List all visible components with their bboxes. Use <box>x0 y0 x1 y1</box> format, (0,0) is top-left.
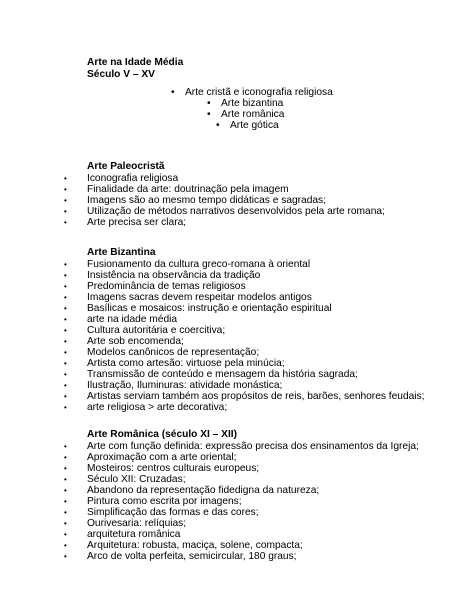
list-item: • Imagens são ao mesmo tempo didáticas e sagradas; <box>64 195 326 206</box>
bullet-icon: • <box>64 552 67 561</box>
list-item: • Aproximação com a arte oriental; <box>64 452 237 463</box>
bullet-icon: • <box>64 196 67 205</box>
list-item: • Abandono da representação fidedigna da natureza; <box>64 485 320 496</box>
list-item: • Predominância de temas religiosos <box>64 281 246 292</box>
list-item: • arte religiosa > arte decorativa; <box>64 402 228 413</box>
list-item: • Arte com função definida: expressão precisa dos ensinamentos da Igreja; <box>64 441 419 452</box>
bullet-icon: • <box>64 174 67 183</box>
topic-item: • Arte bizantina <box>207 98 284 109</box>
bullet-icon: • <box>64 207 67 216</box>
bullet-icon: • <box>64 403 67 412</box>
list-item: • Insistência na observância da tradição <box>64 270 261 281</box>
bullet-icon: • <box>64 530 67 539</box>
bullet-icon: • <box>64 370 67 379</box>
bullet-icon: • <box>64 348 67 357</box>
list-item: • Pintura como escrita por imagens; <box>64 496 242 507</box>
bullet-icon: • <box>64 304 67 313</box>
list-item: • Ilustração, Iluminuras: atividade monástica; <box>64 380 283 391</box>
section-title: Arte Românica (século XI – XII) <box>87 429 238 440</box>
list-item: • Arte precisa ser clara; <box>64 217 187 228</box>
bullet-icon: • <box>64 315 67 324</box>
list-item: • Fusionamento da cultura greco-romana à oriental <box>64 259 311 270</box>
bullet-icon: • <box>64 392 67 401</box>
bullet-icon: • <box>64 541 67 550</box>
section-title: Arte Bizantina <box>87 247 156 258</box>
topic-item: • Arte cristã e iconografia religiosa <box>171 87 333 98</box>
list-item: • Mosteiros: centros culturais europeus; <box>64 463 260 474</box>
section-list <box>0 173 474 228</box>
bullet-icon: • <box>207 98 211 109</box>
bullet-icon: • <box>207 109 211 120</box>
list-item: • Arte sob encomenda; <box>64 336 184 347</box>
list-item: • Simplificação das formas e das cores; <box>64 507 259 518</box>
bullet-icon: • <box>64 442 67 451</box>
list-item: • Artistas serviam também aos propósitos de reis, barões, senhores feudais; <box>64 391 425 402</box>
bullet-icon: • <box>64 464 67 473</box>
document-header <box>87 57 183 81</box>
bullet-icon: • <box>64 260 67 269</box>
topic-item: • Arte românica <box>207 109 285 120</box>
bullet-icon: • <box>64 359 67 368</box>
bullet-icon: • <box>64 326 67 335</box>
list-item: • Ourivesaria: relíquias; <box>64 518 187 529</box>
bullet-icon: • <box>64 271 67 280</box>
bullet-icon: • <box>64 337 67 346</box>
list-item: • Arquitetura: robusta, maciça, solene, compacta; <box>64 540 303 551</box>
section-list <box>0 441 474 562</box>
bullet-icon: • <box>64 519 67 528</box>
list-item: • Basílicas e mosaicos: instrução e orientação espiritual <box>64 303 332 314</box>
list-item: • Século XII: Cruzadas; <box>64 474 186 485</box>
bullet-icon: • <box>64 282 67 291</box>
section-list <box>0 259 474 413</box>
list-item: • Transmissão de conteúdo e mensagem da história sagrada; <box>64 369 358 380</box>
list-item: • Cultura autoritária e coercitiva; <box>64 325 226 336</box>
bullet-icon: • <box>64 475 67 484</box>
bullet-icon: • <box>64 486 67 495</box>
list-item: • Utilização de métodos narrativos desenvolvidos pela arte romana; <box>64 206 385 217</box>
topic-item: • Arte gótica <box>216 120 279 131</box>
list-item: • arquitetura românica <box>64 529 181 540</box>
bullet-icon: • <box>64 293 67 302</box>
bullet-icon: • <box>64 381 67 390</box>
list-item: • Finalidade da arte: doutrinação pela imagem <box>64 184 289 195</box>
document-subtitle: Século V – XV <box>87 69 155 80</box>
bullet-icon: • <box>64 185 67 194</box>
list-item: • Artista como artesão: virtuose pela minúcia; <box>64 358 285 369</box>
bullet-icon: • <box>64 218 67 227</box>
list-item: • Imagens sacras devem respeitar modelos antigos <box>64 292 312 303</box>
list-item: • arte na idade média <box>64 314 178 325</box>
bullet-icon: • <box>64 508 67 517</box>
bullet-icon: • <box>216 120 220 131</box>
bullet-icon: • <box>64 497 67 506</box>
bullet-icon: • <box>171 87 175 98</box>
section-title: Arte Paleocristã <box>87 161 165 172</box>
document-title: Arte na Idade Média <box>87 57 184 68</box>
list-item: • Arco de volta perfeita, semicircular, 180 graus; <box>64 551 297 562</box>
list-item: • Modelos canônicos de representação; <box>64 347 260 358</box>
bullet-icon: • <box>64 453 67 462</box>
list-item: • Iconografia religiosa <box>64 173 179 184</box>
